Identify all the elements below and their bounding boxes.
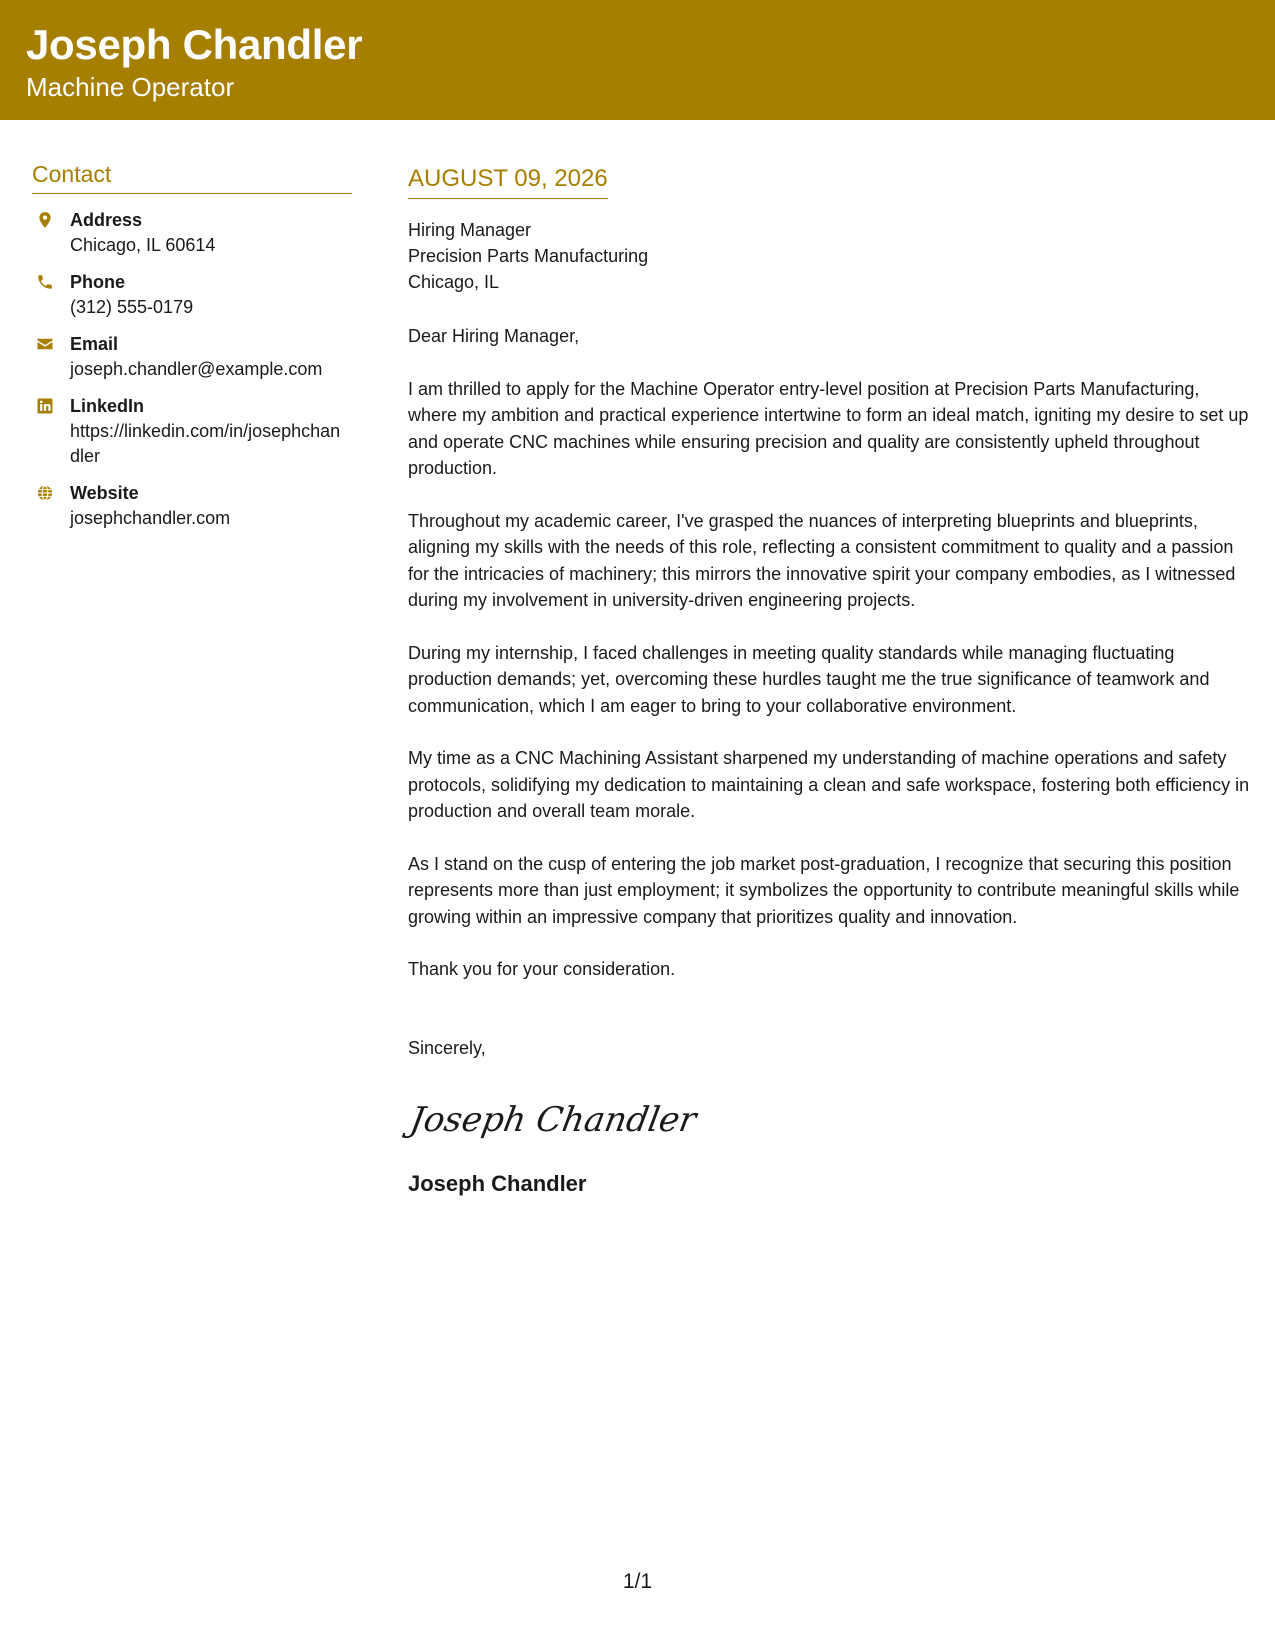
envelope-icon [36, 335, 54, 353]
applicant-title: Machine Operator [26, 72, 235, 102]
contact-item-email [32, 332, 352, 382]
header-banner [0, 0, 1275, 120]
paragraph: As I stand on the cusp of entering the job market post-graduation, I recognize that securing this position represents more than just employment; it symbolizes the opportunity to contribute meaningful skills while growing within an impressive company that prioritizes quality and innovation. [408, 853, 1240, 927]
paragraph: Throughout my academic career, I've grasped the nuances of interpreting blueprints and blueprints, aligning my skills with the needs of this role, reflecting a consistent commitment to quality and a passion for the intricacies of machinery; this mirrors the innovative spirit your company embodies, as I witnessed during my involvement in university-driven engineering projects. [408, 510, 1236, 611]
contact-item-linkedin [32, 394, 352, 469]
contact-item-address [32, 208, 352, 258]
recipient-company: Precision Parts Manufacturing [408, 246, 649, 267]
salutation: Dear Hiring Manager, [408, 326, 580, 347]
email-label: Email [70, 334, 119, 355]
phone-icon [36, 273, 54, 291]
letter-date: AUGUST 09, 2026 [408, 166, 608, 199]
closing: Sincerely, [408, 1037, 486, 1058]
map-pin-icon [36, 211, 54, 229]
signer-name: Joseph Chandler [408, 1171, 587, 1197]
contact-sidebar [32, 162, 352, 543]
handwritten-signature [407, 1089, 700, 1149]
website-label: Website [70, 483, 139, 504]
phone-value: (312) 555-0179 [70, 297, 194, 318]
contact-item-phone [32, 270, 352, 320]
paragraph: During my internship, I faced challenges in meeting quality standards while managing fluctuating production demands; yet, overcoming these hurdles taught me the true significance of teamwork and communication, which I am eager to bring to your collaborative environment. [408, 642, 1210, 716]
recipient-block [408, 217, 1253, 295]
contact-heading: Contact [32, 162, 352, 194]
page-number: 1/1 [622, 1570, 653, 1593]
applicant-name: Joseph Chandler [26, 21, 363, 68]
recipient-title: Hiring Manager [408, 220, 532, 241]
paragraph: I am thrilled to apply for the Machine Operator entry-level position at Precision Parts Manufacturing, where my ambition and practical experience intertwine to form an ideal match, igniting my desire to set up and operate CNC machines while ensuring precision and quality are consistently upheld throughout production. [408, 378, 1249, 479]
email-value: joseph.chandler@example.com [70, 359, 323, 380]
phone-label: Phone [70, 272, 126, 293]
globe-icon [36, 484, 54, 502]
letter-body [408, 166, 1253, 1198]
contact-item-website [32, 481, 352, 531]
linkedin-icon [36, 397, 54, 415]
paragraph: Thank you for your consideration. [408, 959, 676, 980]
website-value: josephchandler.com [70, 508, 231, 529]
address-value: Chicago, IL 60614 [70, 235, 216, 256]
recipient-location: Chicago, IL [408, 272, 500, 293]
address-label: Address [70, 210, 143, 231]
linkedin-value: https://linkedin.com/in/josephchandler [70, 421, 341, 467]
paragraph: My time as a CNC Machining Assistant sharpened my understanding of machine operations and safety protocols, solidifying my dedication to maintaining a clean and safe workspace, fostering both efficiency in production and overall team morale. [408, 748, 1250, 822]
signature-text: Joseph Chandler [407, 1100, 700, 1141]
linkedin-label: LinkedIn [70, 396, 145, 417]
